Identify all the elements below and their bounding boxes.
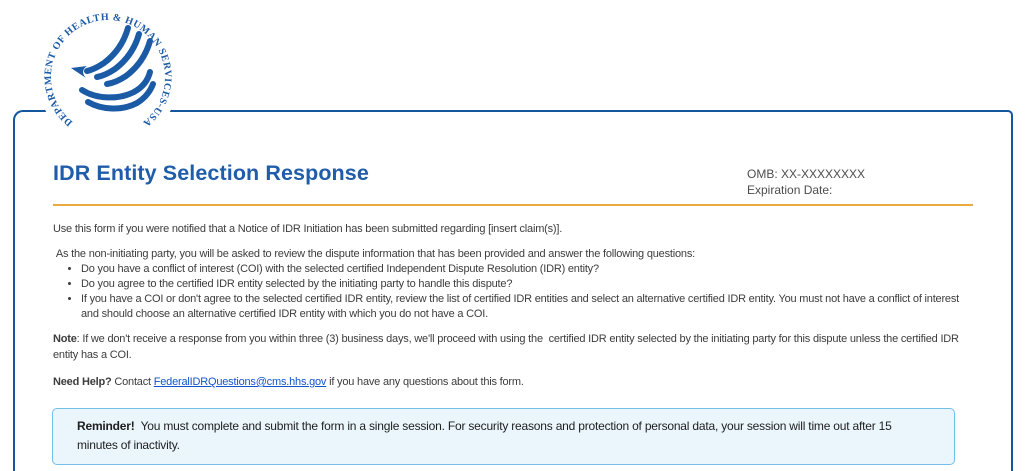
seal-background-circle [37,6,179,148]
question-list [53,262,971,322]
list-item: • Do you agree to the certified IDR entity selected by the initiating party to handle this dispute? [81,277,971,292]
note-paragraph [53,332,971,363]
reminder-banner [52,408,955,465]
omb-block [747,166,865,198]
list-item: • Do you have a conflict of interest (COI) with the selected certified Independent Dispute Resolution (IDR) entity? [81,262,971,277]
help-email-link[interactable]: FederalIDRQuestions@cms.hhs.gov [153,376,327,388]
expiration-date: Expiration Date: [747,183,833,197]
intro-paragraph: Use this form if you were notified that a Notice of IDR Initiation has been submitted regarding [insert claim(s)]. [53,223,563,235]
note-text: : If we don't receive a response from you within three (3) business days, we'll proceed with using the certified IDR entity selected by the initiating party for this dispute unless the certified IDR entity has a COI. [53,333,962,361]
reminder-text: You must complete and submit the form in a single session. For security reasons and protection of personal data, your session will time out after 15 minutes of inactivity. [77,419,895,452]
help-text-before: Contact [111,376,154,388]
help-text-after: if you have any questions about this form. [326,376,524,388]
lead-paragraph: As the non-initiating party, you will be asked to review the dispute information that has been provided and answer the following questions: [53,248,695,260]
list-item: • If you have a COI or don't agree to the selected certified IDR entity, review the list of certified IDR entities and select an alternative certified IDR entity. You must not have a conflict of interest and should choose an alternative certified IDR entity with which you do not have a COI. [81,292,971,322]
form-panel [13,110,1013,471]
help-label: Need Help? [53,376,112,388]
page-title: IDR Entity Selection Response [53,161,369,185]
help-paragraph [53,375,971,390]
note-label: Note [53,333,77,345]
reminder-label: Reminder! [77,419,135,433]
form-instructions [15,206,1011,390]
omb-number: OMB: XX-XXXXXXXX [747,167,866,181]
hhs-logo [37,6,179,148]
seal-ring-text: DEPARTMENT OF HEALTH & HUMAN SERVICES-USA [42,11,174,129]
